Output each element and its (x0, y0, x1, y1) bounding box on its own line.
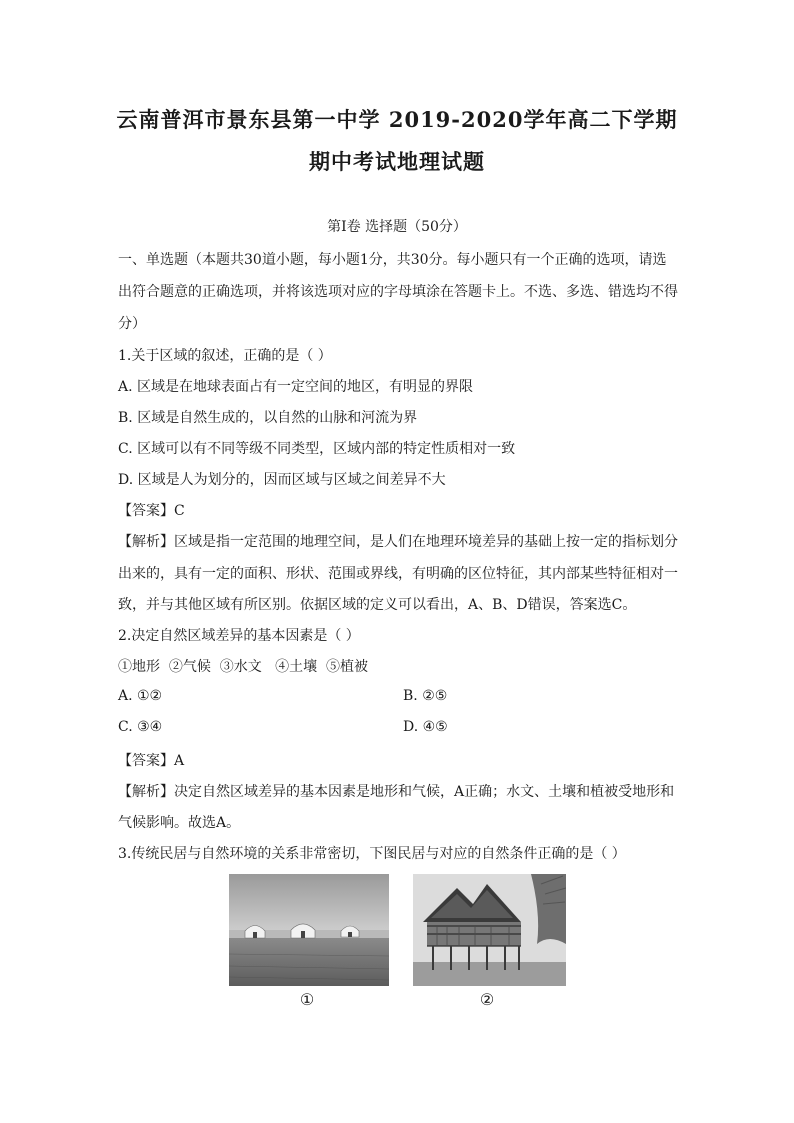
section-heading: 第Ⅰ卷 选择题（50分） (327, 219, 467, 235)
photo-caption-1: ① (299, 990, 315, 1009)
q1-option-a: A. 区域是在地球表面占有一定空间的地区，有明显的界限 (118, 379, 474, 395)
q2-factors: ①地形 ②气候 ③水文 ④土壤 ⑤植被 (118, 659, 369, 675)
q2-option-b: B. ②⑤ (403, 688, 448, 704)
photo-caption-2: ② (479, 990, 495, 1009)
instructions-line-3: 分） (118, 316, 146, 332)
q2-analysis-line-1: 【解析】决定自然区域差异的基本因素是地形和气候，A正确；水文、土壤和植被受地形和 (118, 784, 675, 800)
q2-answer: 【答案】A (118, 753, 185, 769)
instructions-line-1: 一、单选题（本题共30道小题，每小题1分，共30分。每小题只有一个正确的选项，请选 (118, 252, 667, 268)
q1-analysis-line-1: 【解析】区域是指一定范围的地理空间，是人们在地理环境差异的基础上按一定的指标划分 (118, 534, 678, 550)
q3-stem: 3.传统民居与自然环境的关系非常密切，下图民居与对应的自然条件正确的是（ ） (118, 846, 626, 862)
q1-option-d: D. 区域是人为划分的，因而区域与区域之间差异不大 (118, 472, 446, 488)
q2-option-a: A. ①② (118, 688, 163, 704)
q1-option-c: C. 区域可以有不同等级不同类型，区域内部的特定性质相对一致 (118, 441, 516, 457)
q1-analysis-line-3: 致，并与其他区域有所区别。依据区域的定义可以看出，A、B、D错误，答案选C。 (118, 597, 637, 613)
q2-stem: 2.决定自然区域差异的基本因素是（ ） (118, 628, 360, 644)
q1-stem: 1.关于区域的叙述，正确的是（ ） (118, 348, 332, 364)
q1-answer: 【答案】C (118, 503, 185, 519)
instructions-line-2: 出符合题意的正确选项，并将该选项对应的字母填涂在答题卡上。不选、多选、错选均不得 (118, 284, 678, 300)
document-title-line-2: 期中考试地理试题 (309, 149, 485, 174)
q2-analysis-line-2: 气候影响。故选A。 (118, 815, 241, 831)
yurt-grassland-photo (229, 874, 389, 986)
q1-analysis-line-2: 出来的，具有一定的面积、形状、范围或界线，有明确的区位特征，其内部某些特征相对一 (118, 566, 678, 582)
q2-option-c: C. ③④ (118, 719, 163, 735)
q2-option-d: D. ④⑤ (403, 719, 448, 735)
stilt-house-photo (413, 874, 566, 986)
document-title-line-1: 云南普洱市景东县第一中学 2019-2020学年高二下学期 (116, 107, 678, 132)
q1-option-b: B. 区域是自然生成的，以自然的山脉和河流为界 (118, 410, 418, 426)
q3-figure (229, 874, 566, 1014)
